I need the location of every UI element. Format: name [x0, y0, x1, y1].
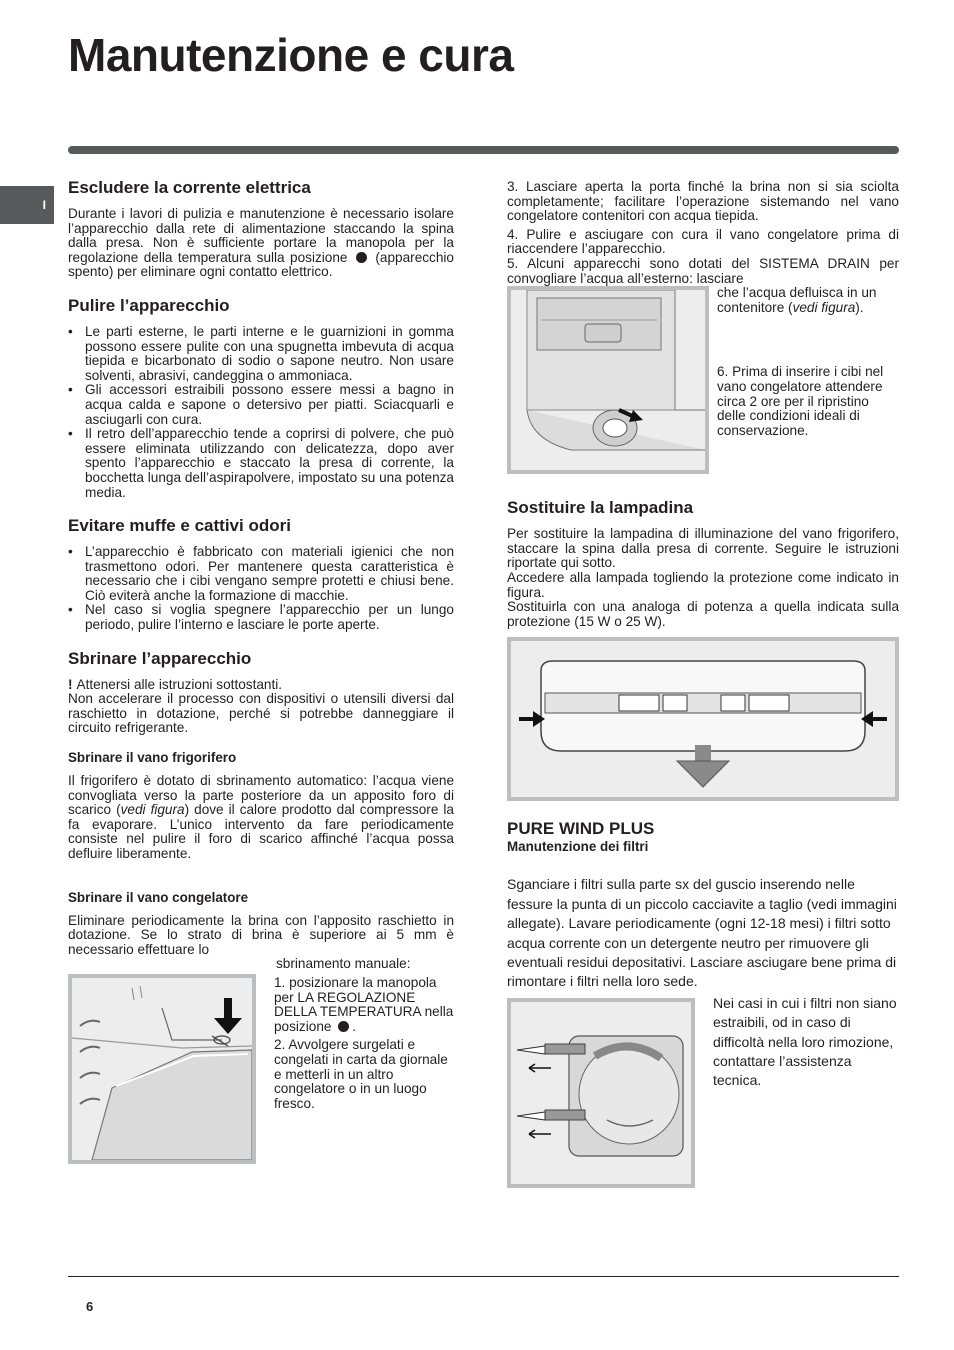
heading-freezer-defrost: Sbrinare il vano congelatore: [68, 889, 249, 905]
heading-mould: Evitare muffe e cattivi odori: [68, 516, 291, 536]
filter-figure: [507, 998, 695, 1188]
lamp-text-2: Accedere alla lampada togliendo la protezione come indicato in figura.: [507, 569, 899, 600]
heading-fridge-defrost: Sbrinare il vano frigorifero: [68, 750, 237, 766]
fridge-defrost-text: Il frigorifero è dotato di sbrinamento automatico: l’acqua viene convogliata verso la parte posteriore da un apposito foro di scarico (vedi figura) dove il calore prodotto dal compressore la fa evaporare. L’unico intervento da fare periodicamente consiste nel pulire il foro di scarico affinché l’acqua possa defluire liberamente.: [68, 773, 454, 861]
title-rule: [68, 146, 899, 154]
freezer-defrost-tail: sbrinamento manuale:: [276, 956, 411, 972]
drain-side-text: [717, 286, 897, 474]
heading-cleaning: Pulire l’apparecchio: [68, 295, 230, 315]
lamp-figure: [507, 637, 899, 801]
defrost-warning: ! Attenersi alle istruzioni sottostanti.: [68, 676, 283, 692]
heading-defrost: Sbrinare l’apparecchio: [68, 648, 252, 668]
cleaning-list: [68, 325, 454, 500]
lamp-text-1: Per sostituire la lampadina di illuminazione del vano frigorifero, staccare la spina dalla presa di corrente. Seguire le istruzioni riportate qui sotto.: [507, 526, 899, 571]
filter-illustration: [511, 1002, 691, 1184]
filter-figure-row: [507, 994, 899, 1188]
step-2: 2. Avvolgere surgelati e congelati in carta da giornale e metterli in un altro congelatore o in un luogo fresco.: [274, 1037, 448, 1111]
step-1: 1. posizionare la manopola per LA REGOLAZIONE DELLA TEMPERATURA nella posizione .: [274, 974, 454, 1034]
step-5: 5. Alcuni apparecchi sono dotati del SISTEMA DRAIN per convogliare l’acqua all’esterno: lasciare: [507, 255, 899, 286]
page-number: 6: [86, 1299, 94, 1314]
footer-rule: [68, 1276, 899, 1277]
section-mould: [68, 516, 454, 633]
left-column: [68, 178, 454, 1164]
filter-text: Sganciare i filtri sulla parte sx del guscio inserendo nelle fessure la punta di un piccolo cacciavite a taglio (vedi immagini allegate). Lavare periodicamente (ogni 12-18 mesi) i filtri sotto acqua corrente con un detergente neutro per rimuovere gli eventuali residui depositativi. Lasciare asciugare bene prima di rimontare i filtri nella loro sede.: [507, 876, 897, 990]
list-item: • Nel caso si voglia spegnere l’apparecchio per un lungo periodo, pulire l’interno e lasciare le porte aperte.: [68, 603, 454, 632]
drain-figure: [507, 286, 709, 474]
right-column: [507, 178, 899, 1188]
drain-figure-row: [507, 286, 899, 474]
heading-disconnect: Escludere la corrente elettrica: [68, 178, 311, 197]
section-disconnect: [68, 178, 454, 280]
heading-lamp: Sostituire la lampadina: [507, 498, 694, 518]
defrost-text: Non accelerare il processo con dispositivi o utensili diversi dal raschietto in dotazione, perché si potrebbe danneggiare il circuito refrigerante.: [68, 691, 454, 736]
lamp-text-3: Sostituirla con una analoga di potenza a quella indicata sulla protezione (15 W o 25 W).: [507, 599, 899, 629]
language-tab: I: [0, 186, 54, 224]
section-pure-wind: [507, 819, 899, 1187]
step-4: 4. Pulire e asciugare con cura il vano congelatore prima di riaccendere l’apparecchio.: [507, 226, 899, 257]
mould-list: [68, 545, 454, 633]
lamp-cover-illustration: [511, 641, 895, 797]
section-cleaning: [68, 296, 454, 500]
warning-icon: !: [68, 676, 73, 692]
list-item: • Le parti esterne, le parti interne e le guarnizioni in gomma possono essere pulite con una spugnetta imbevuta di acqua tiepida e bicarbonato di sodio o sapone neutro. Non usare solventi, abrasivi, candeggina o ammoniaca.: [68, 325, 454, 383]
step-5-continued: che l’acqua defluisca in un contenitore (vedi figura).: [717, 285, 877, 315]
page-title: Manutenzione e cura: [68, 29, 514, 81]
drain-illustration: [511, 290, 705, 470]
knob-off-icon: [338, 1021, 349, 1032]
freezer-steps: [274, 974, 454, 1164]
text-disconnect: Durante i lavori di pulizia e manutenzione è necessario isolare l’apparecchio dalla rete di alimentazione staccando la spina dalla presa. Non è sufficiente portare la manopola per la regolazione della temperatura sulla posizione (apparecchio spento) per eliminare ogni contatto elettrico.: [68, 206, 454, 280]
section-lamp: [507, 498, 899, 801]
list-item: • L’apparecchio è fabbricato con materiali igienici che non trasmettono odori. Per mantenere questa caratteristica è necessario che i cibi vengano sempre protetti e chiusi bene. Ciò eviterà anche la formazione di macchie.: [68, 545, 454, 603]
step-3: 3. Lasciare aperta la porta finché la brina non si sia sciolta completamente; facilitare l’operazione sistemando nel vano congelatore contenitori con acqua tiepida.: [507, 179, 899, 224]
section-defrost: [68, 649, 454, 1164]
step-6: 6. Prima di inserire i cibi nel vano congelatore attendere circa 2 ore per il ripristino delle condizioni ideali di conservazione.: [717, 364, 884, 438]
freezer-figure-row: [68, 974, 454, 1164]
list-item: • Il retro dell’apparecchio tende a coprirsi di polvere, che può essere eliminata utilizzando con delicatezza, dopo aver spento l’apparecchio e staccato la presa di corrente, la bocchetta lunga dell’aspirapolvere, impostato su una potenza media.: [68, 427, 454, 500]
heading-filter-maintenance: Manutenzione dei filtri: [507, 839, 649, 855]
freezer-defrost-text: Eliminare periodicamente la brina con l’apposito raschietto in dotazione. Se lo strato di brina è superiore ai 5 mm è necessario effettuare lo: [68, 912, 454, 957]
freezer-scraper-figure: [68, 974, 256, 1164]
heading-pure-wind: PURE WIND PLUS: [507, 819, 655, 839]
freezer-illustration: [72, 978, 252, 1160]
filter-side-text: Nei casi in cui i filtri non siano estraibili, od in caso di difficoltà nella loro rimozione, contattare l’assistenza tecnica.: [713, 994, 897, 1089]
knob-off-icon: [356, 252, 367, 263]
list-item: • Gli accessori estraibili possono essere messi a bagno in acqua calda e sapone o detersivo per piatti. Sciacquarli e asciugarli con cura.: [68, 383, 454, 427]
